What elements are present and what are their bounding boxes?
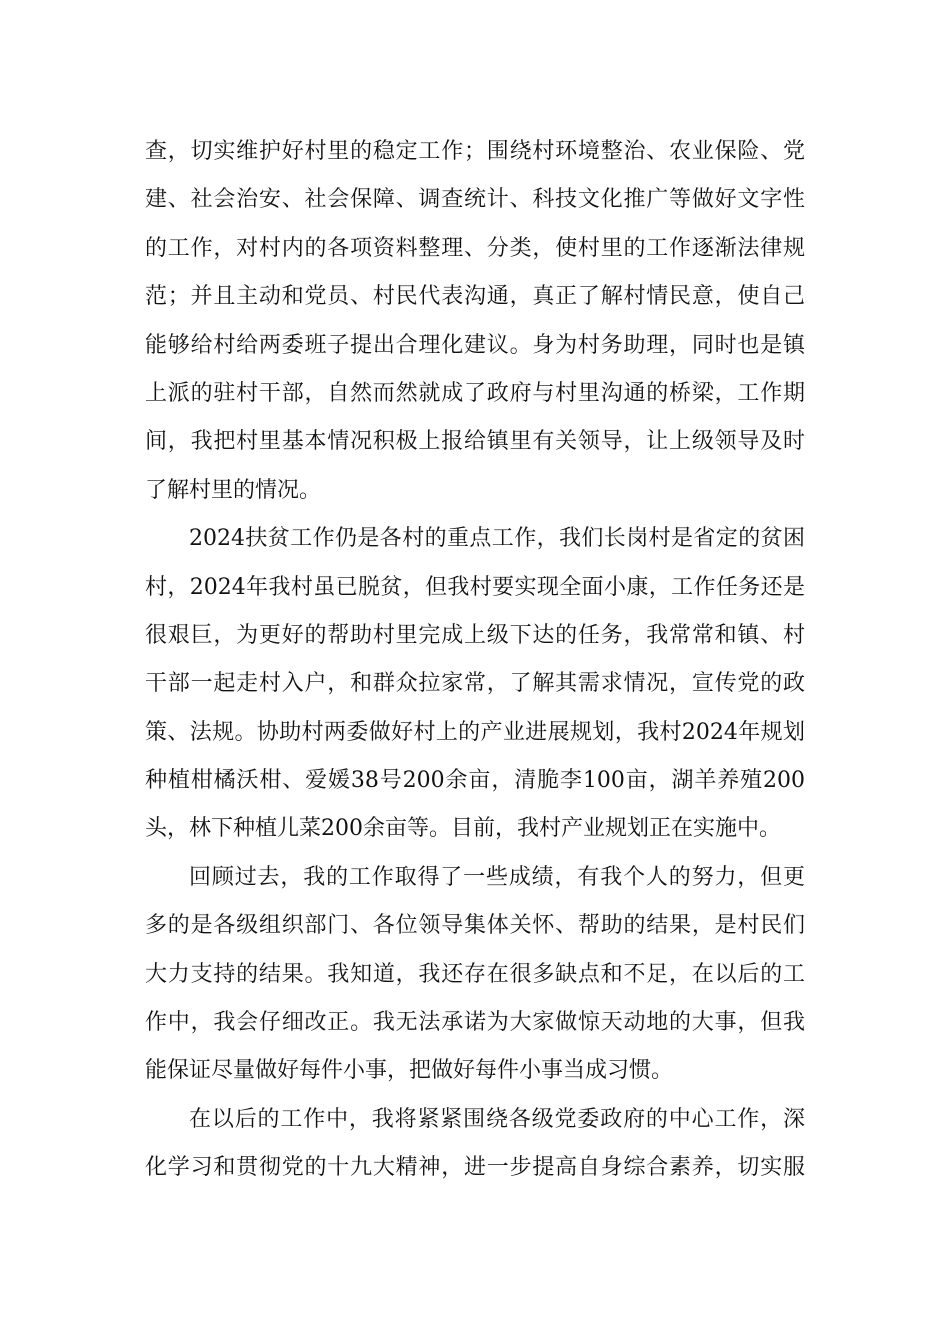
text-line: 化学习和贯彻党的十九大精神，进一步提高自身综合素养，切实服 — [145, 1155, 805, 1181]
text-line: 大力支持的结果。我知道，我还存在很多缺点和不足，在以后的工 — [145, 961, 805, 987]
text-line: 的工作，对村内的各项资料整理、分类，使村里的工作逐渐法律规 — [145, 235, 805, 261]
text-line: 建、社会治安、社会保障、调查统计、科技文化推广等做好文字性 — [145, 187, 805, 213]
paragraph — [145, 1096, 805, 1193]
text-line: 能保证尽量做好每件小事，把做好每件小事当成习惯。 — [145, 1058, 674, 1084]
text-line: 2024扶贫工作仍是各村的重点工作，我们长岗村是省定的贫困 — [189, 526, 805, 552]
text-line: 村，2024年我村虽已脱贫，但我村要实现全面小康，工作任务还是 — [145, 574, 805, 600]
text-line: 干部一起走村入户，和群众拉家常，了解其需求情况，宣传党的政 — [145, 671, 805, 697]
text-line: 种植柑橘沃柑、爱媛38号200余亩，清脆李100亩，湖羊养殖200 — [145, 768, 805, 794]
paragraph — [145, 854, 805, 1096]
text-line: 回顾过去，我的工作取得了一些成绩，有我个人的努力，但更 — [189, 864, 805, 890]
text-line: 策、法规。协助村两委做好村上的产业进展规划，我村2024年规划 — [145, 719, 805, 745]
text-line: 范；并且主动和党员、村民代表沟通，真正了解村情民意，使自己 — [145, 284, 805, 310]
text-line: 上派的驻村干部，自然而然就成了政府与村里沟通的桥梁，工作期 — [145, 380, 805, 406]
paragraph — [145, 128, 805, 515]
text-line: 了解村里的情况。 — [145, 477, 322, 503]
text-line: 在以后的工作中，我将紧紧围绕各级党委政府的中心工作，深 — [189, 1106, 805, 1132]
document-body — [145, 128, 805, 1193]
text-line: 很艰巨，为更好的帮助村里完成上级下达的任务，我常常和镇、村 — [145, 622, 805, 648]
text-line: 头，林下种植儿菜200余亩等。目前，我村产业规划正在实施中。 — [145, 816, 781, 842]
text-line: 间，我把村里基本情况积极上报给镇里有关领导，让上级领导及时 — [145, 429, 805, 455]
text-line: 作中，我会仔细改正。我无法承诺为大家做惊天动地的大事，但我 — [145, 1010, 805, 1036]
text-line: 多的是各级组织部门、各位领导集体关怀、帮助的结果，是村民们 — [145, 913, 805, 939]
text-line: 查，切实维护好村里的稳定工作；围绕村环境整治、农业保险、党 — [145, 139, 805, 164]
text-line: 能够给村给两委班子提出合理化建议。身为村务助理，同时也是镇 — [145, 332, 805, 358]
paragraph — [145, 515, 805, 854]
